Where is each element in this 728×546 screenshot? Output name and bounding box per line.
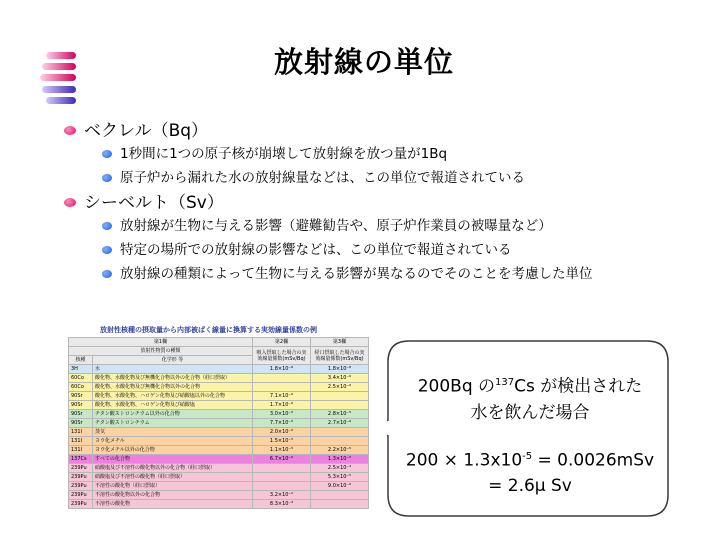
- table-row: [69, 392, 369, 401]
- cell-form: 硝酸塩及び不溶性の酸化物（経口摂取）: [93, 473, 253, 482]
- cell-nuclide: 239Pu: [69, 482, 93, 491]
- cell-form: チタン酸ストロンチウム: [93, 419, 253, 428]
- cell-inh: 3.0×10⁻⁵: [253, 410, 311, 419]
- cell-inh: 1.7×10⁻⁶: [253, 401, 311, 410]
- table-row: [69, 473, 369, 482]
- table-row: [69, 437, 369, 446]
- sub-bullet: 1秒間に1つの原子核が崩壊して放射線を放つ量が1Bq: [62, 142, 722, 166]
- cell-ing: 2.5×10⁻⁴: [311, 464, 369, 473]
- table-row: [69, 464, 369, 473]
- slide-title: 放射線の単位: [273, 45, 454, 79]
- cell-ing: 5.3×10⁻⁵: [311, 473, 369, 482]
- callout-line3: $200 \times 1.3x10^{-5} = 0.0026mSv$: [405, 450, 655, 471]
- cell-form: 酸化物、水酸化物及び無機化合物以外の化合物（経口摂取）: [93, 374, 253, 383]
- cell-ing: [311, 500, 369, 509]
- sub-bullet: 放射線の種類によって生物に与える影響が異なるのでそのことを考慮した単位: [62, 262, 722, 286]
- cell-ing: [311, 491, 369, 500]
- cell-form: すべての化合物: [93, 455, 253, 464]
- table-row: [69, 401, 369, 410]
- cell-inh: 7.7×10⁻⁵: [253, 419, 311, 428]
- sub-bullet: 特定の場所での放射線の影響などは、この単位で報道されている: [62, 238, 722, 262]
- header-col2-sub: 吸入摂取した場合の実効線量係数(mSv/Bq): [253, 347, 311, 365]
- table-row: [69, 410, 369, 419]
- cell-inh: [253, 464, 311, 473]
- cell-inh: [253, 374, 311, 383]
- cell-ing: 9.0×10⁻⁶: [311, 482, 369, 491]
- cell-inh: 6.7×10⁻⁶: [253, 455, 311, 464]
- callout-line1: 200Bq の$^{137}$Cs が検出された: [417, 376, 643, 397]
- cell-inh: 3.2×10⁻²: [253, 491, 311, 500]
- cell-nuclide: 239Pu: [69, 500, 93, 509]
- cell-form: 酸化物、水酸化物、ハロゲン化物及び硝酸塩以外の化合物: [93, 392, 253, 401]
- cell-form: チタン酸ストロンチウム以外の化合物: [93, 410, 253, 419]
- cell-ing: 2.8×10⁻⁵: [311, 410, 369, 419]
- cell-nuclide: 131I: [69, 437, 93, 446]
- callout-line4: = 2.6µ Sv: [488, 476, 572, 497]
- cell-ing: 1.3×10⁻⁵: [311, 455, 369, 464]
- table-row: [69, 374, 369, 383]
- cell-nuclide: 90Sr: [69, 392, 93, 401]
- cell-nuclide: 3H: [69, 365, 93, 374]
- sub-bullet: 放射線が生物に与える影響（避難勧告や、原子炉作業員の被曝量など）: [62, 214, 722, 238]
- cell-inh: 7.1×10⁻⁶: [253, 392, 311, 401]
- cell-ing: 3.4×10⁻⁶: [311, 374, 369, 383]
- cell-nuclide: 239Pu: [69, 491, 93, 500]
- cell-nuclide: 239Pu: [69, 473, 93, 482]
- table-caption: 放射性核種の摂取量から内部被ばく線量に換算する実効線量係数の例: [100, 326, 317, 334]
- table-row: [69, 455, 369, 464]
- cell-nuclide: 137Cs: [69, 455, 93, 464]
- table-row: [69, 500, 369, 509]
- callout-line2: 水を飲んだ場合: [470, 402, 590, 423]
- cell-form: ヨウ化メチル以外の化合物: [93, 446, 253, 455]
- cell-form: 硝酸塩及び不溶性の酸化物以外の化合物（経口摂取）: [93, 464, 253, 473]
- cell-inh: [253, 383, 311, 392]
- header-col1-sub2: 化学形 等: [93, 356, 253, 365]
- cell-form: 蒸気: [93, 428, 253, 437]
- cell-nuclide: 131I: [69, 428, 93, 437]
- sub-bullet: 原子炉から漏れた水の放射線量などは、この単位で報道されている: [62, 166, 722, 190]
- header-col3: 第3欄: [311, 338, 369, 347]
- bullet-becquerel: ベクレル（Bq）: [62, 120, 722, 142]
- cell-inh: [253, 482, 311, 491]
- cell-inh: 1.8×10⁻⁸: [253, 365, 311, 374]
- cell-nuclide: 60Co: [69, 374, 93, 383]
- cell-ing: [311, 437, 369, 446]
- cell-ing: 2.5×10⁻⁶: [311, 383, 369, 392]
- cell-form: 不溶性の酸化物: [93, 500, 253, 509]
- cell-inh: 2.0×10⁻⁵: [253, 428, 311, 437]
- cell-ing: 1.8×10⁻⁸: [311, 365, 369, 374]
- cell-inh: [253, 473, 311, 482]
- cell-form: ヨウ化メチル: [93, 437, 253, 446]
- cell-nuclide: 239Pu: [69, 464, 93, 473]
- header-col3-sub: 経口摂取した場合の実効線量係数(mSv/Bq): [311, 347, 369, 365]
- cell-inh: 1.1×10⁻⁵: [253, 446, 311, 455]
- cell-ing: [311, 428, 369, 437]
- bullet-sievert: シーベルト（Sv）: [62, 192, 722, 214]
- header-nuclide: 核種: [69, 356, 93, 365]
- cell-form: 酸化物、水酸化物、ハロゲン化物及び硝酸塩: [93, 401, 253, 410]
- table-row: [69, 428, 369, 437]
- header-col1: 第1欄: [69, 338, 253, 347]
- cell-inh: 8.3×10⁻³: [253, 500, 311, 509]
- cell-form: 水: [93, 365, 253, 374]
- bullet-list: [62, 118, 722, 286]
- cell-form: 不溶性の酸化物以外の化合物: [93, 491, 253, 500]
- cell-form: 酸化物、水酸化物及び無機化合物以外の化合物: [93, 383, 253, 392]
- table-row: [69, 419, 369, 428]
- table-row: [69, 482, 369, 491]
- table-row: [69, 446, 369, 455]
- cell-nuclide: 90Sr: [69, 419, 93, 428]
- cell-ing: 2.7×10⁻⁶: [311, 419, 369, 428]
- cell-nuclide: 60Co: [69, 383, 93, 392]
- cell-ing: [311, 401, 369, 410]
- cell-ing: [311, 392, 369, 401]
- header-col1-sub: 放射性物質の種類: [69, 347, 253, 356]
- dose-coefficient-table: [68, 337, 369, 509]
- cell-nuclide: 131I: [69, 446, 93, 455]
- cell-inh: 1.5×10⁻⁵: [253, 437, 311, 446]
- cell-ing: 2.2×10⁻⁵: [311, 446, 369, 455]
- table-row: [69, 365, 369, 374]
- cell-nuclide: 90Sr: [69, 401, 93, 410]
- calculation-callout: [387, 340, 669, 517]
- cell-form: 不溶性の酸化物（経口摂取）: [93, 482, 253, 491]
- table-row: [69, 383, 369, 392]
- cell-nuclide: 90Sr: [69, 410, 93, 419]
- table-row: [69, 491, 369, 500]
- header-col2: 第2欄: [253, 338, 311, 347]
